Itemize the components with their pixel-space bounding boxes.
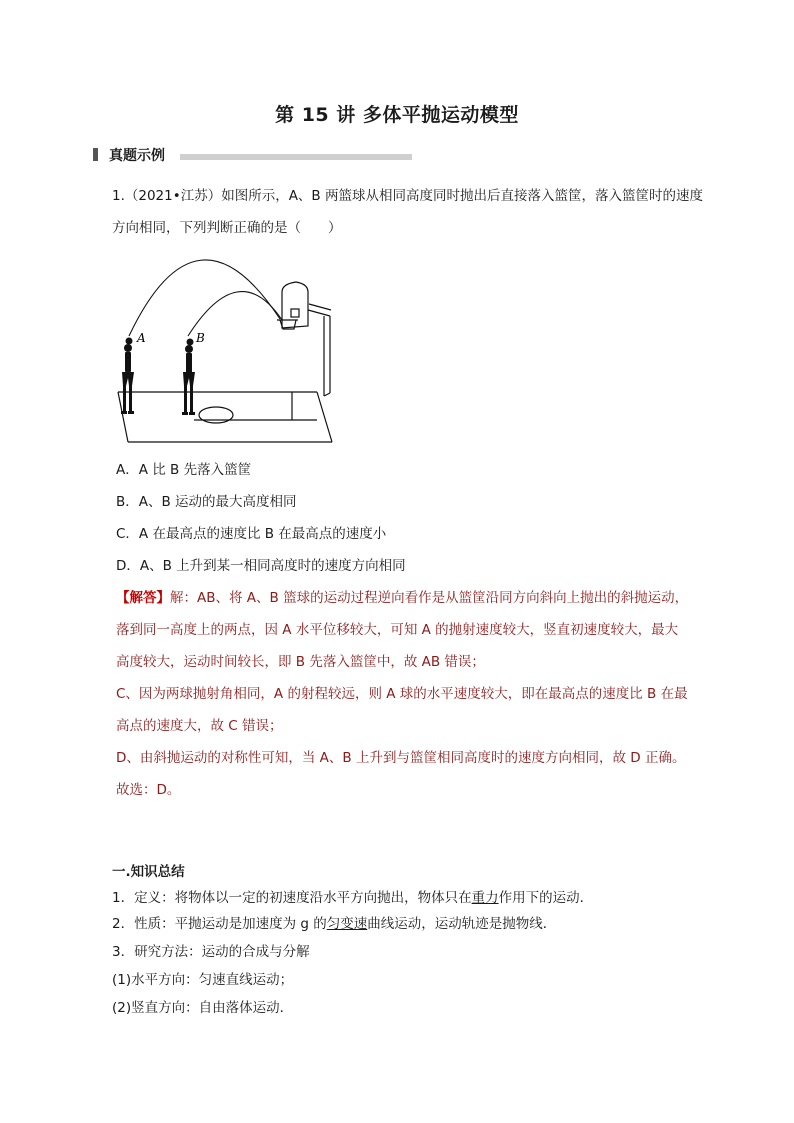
- option-b: B．A、B 运动的最大高度相同: [116, 494, 297, 510]
- answer-line-1: [116, 588, 688, 608]
- summary-item-4: (1)水平方向：匀速直线运动；: [112, 972, 294, 988]
- answer-tag: 【解答】: [116, 590, 170, 606]
- summary-item-2-post: 曲线运动，运动轨迹是抛物线．: [367, 916, 557, 932]
- option-d: D．A、B 上升到某一相同高度时的速度方向相同: [116, 558, 406, 574]
- summary-item-1: [112, 888, 593, 908]
- answer-line-6: D、由斜抛运动的对称性可知，当 A、B 上升到与篮筐相同高度时的速度方向相同，故 D 正确。: [116, 750, 686, 766]
- summary-item-1-underline: 重力: [471, 890, 499, 906]
- answer-line-7: 故选：D。: [116, 782, 181, 798]
- option-a: A．A 比 B 先落入篮筐: [116, 462, 252, 478]
- summary-item-2: [112, 914, 556, 934]
- section-marker: [93, 148, 98, 161]
- summary-item-2-underline: 匀变速: [326, 916, 368, 932]
- player-a: [121, 338, 134, 415]
- summary-heading: 一.知识总结: [112, 864, 185, 880]
- page-title: 第 15 讲 多体平抛运动模型: [275, 104, 519, 126]
- answer-line-4: C、因为两球抛射角相同，A 的射程较远，则 A 球的水平速度较大，即在最高点的速度比 B 在最: [116, 686, 688, 702]
- basketball-figure: [112, 248, 344, 448]
- label-a: A: [137, 331, 146, 345]
- question-line-2: 方向相同，下列判断正确的是（ ）: [112, 220, 342, 236]
- answer-line-3: 高度较大，运动时间较长，即 B 先落入篮筐中，故 AB 错误；: [116, 654, 485, 670]
- option-c: C．A 在最高点的速度比 B 在最高点的速度小: [116, 526, 387, 542]
- summary-item-3: 3．研究方法：运动的合成与分解: [112, 944, 310, 960]
- answer-line-1-text: 解：AB、将 A、B 篮球的运动过程逆向看作是从篮筐沿同方向斜向上抛出的斜抛运动，: [170, 590, 689, 606]
- trajectory-a: [129, 260, 280, 336]
- summary-item-5: (2)竖直方向：自由落体运动．: [112, 1000, 294, 1016]
- answer-line-2: 落到同一高度上的两点，因 A 水平位移较大，可知 A 的抛射速度较大，竖直初速度较大，最大: [116, 622, 679, 638]
- label-b: B: [196, 331, 205, 345]
- basket-stand: [277, 282, 331, 396]
- summary-item-2-pre: 2．性质：平抛运动是加速度为 g 的: [112, 916, 327, 932]
- court-lines: [118, 392, 332, 442]
- question-line-1: 1.（2021•江苏）如图所示，A、B 两篮球从相同高度同时抛出后直接落入篮筐，落入篮筐时的速度: [112, 188, 703, 204]
- summary-item-1-post: 作用下的运动．: [498, 890, 594, 906]
- summary-item-1-pre: 1．定义：将物体以一定的初速度沿水平方向抛出，物体只在: [112, 890, 472, 906]
- player-b: [182, 339, 195, 416]
- trajectory-b: [188, 292, 282, 336]
- section-rule: [180, 154, 412, 160]
- answer-line-5: 高点的速度大，故 C 错误；: [116, 718, 283, 734]
- section-label: 真题示例: [109, 148, 165, 164]
